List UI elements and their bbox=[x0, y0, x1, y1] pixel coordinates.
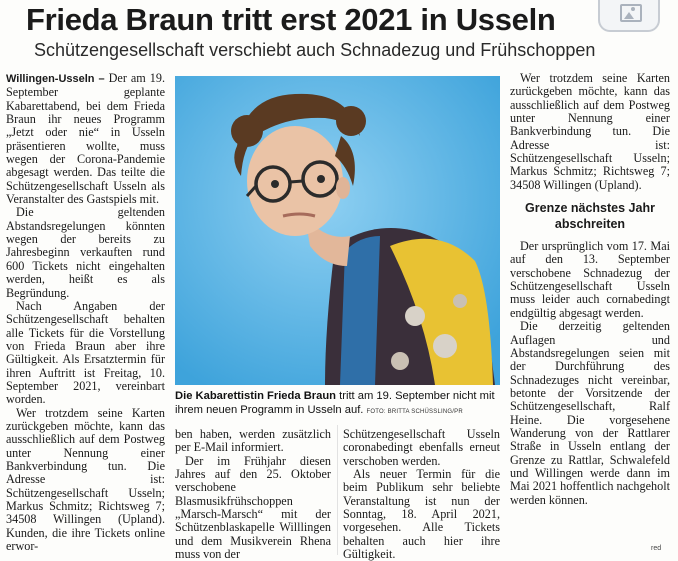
article-paragraph bbox=[6, 72, 165, 206]
article-paragraph: Als neuer Termin für die beim Publikum sehr beliebte Veranstaltung ist nun der Sonntag, 18. April 2021, vorgesehen. Alle Tickets behalten auch hier ihre Gültigkeit. bbox=[343, 467, 500, 561]
article-paragraph: Nach Angaben der Schützengesellschaft behalten alle Tickets für die Vorstellung von Frieda Braun aber ihre Gültigkeit. Als Ersatztermin für ihren Auftritt ist Freitag, 10. September 2021, vereinbart worden. bbox=[6, 298, 165, 407]
caption-text: tritt am 19. September nicht mit ihrem neuen Programm in Usseln auf. bbox=[175, 390, 495, 416]
photo-credit: FOTO: BRITTA SCHÜSSLING/PR bbox=[366, 409, 463, 415]
author-tag: red bbox=[651, 545, 662, 552]
section-heading: Grenze nächstes Jahr abschreiten bbox=[525, 201, 655, 232]
article-paragraph: Der ursprünglich vom 17. Mai auf den 13. September verschobene Schnadezug der Schützengesellschaft Usseln muss leider auch cornabedingt endgültig abgesagt werden. bbox=[510, 239, 670, 320]
article-paragraph: Wer trotzdem seine Karten zurückgeben möchte, kann das ausschließlich auf dem Postweg unter Nennung einer Bankverbindung tun. Die Adresse ist: Schützengesellschaft Usseln; Markus Schmitz; Richtsweg 7; 34508 Willingen (Upland). Kunden, die ihre Tickets online erwor- bbox=[6, 405, 165, 554]
article-paragraph: Der im Frühjahr diesen Jahres auf den 25. Oktober verschobene Blasmusikfrühschoppen „Marsch-Marsch“ mit der Schützenblaskapelle Willlingen und dem Musikverein Rhena muss von der bbox=[175, 453, 331, 561]
article-column-4 bbox=[510, 72, 670, 507]
article-paragraph: Schützengesellschaft Usseln coronabedingt ebenfalls erneut verschoben werden. bbox=[343, 427, 500, 468]
article-column-2 bbox=[175, 428, 331, 561]
article-subheadline: Schützengesellschaft verschiebt auch Schnadezug und Frühschoppen bbox=[34, 40, 596, 60]
article-paragraph: ben haben, werden zusätzlich per E-Mail informiert. bbox=[175, 427, 331, 455]
caption-lead: Die Kabarettistin Frieda Braun bbox=[175, 390, 337, 402]
article-paragraph: Die derzeitig geltenden Auflagen und Abstandsregelungen seien mit der Durchführung des Schnadezuges nicht vereinbar, betonte der Vorsitzende der Schützengesellschaft, Ralf Heine. Die vorgesehene Wanderung von der Rattlarer Straße in Usseln entlang der Grenze zu Rattlar, Schwalefeld und Willingen werde dann im Mai 2021 hoffentlich nachgeholt werden können. bbox=[510, 319, 670, 507]
article-headline: Frieda Braun tritt erst 2021 in Usseln bbox=[26, 2, 556, 37]
article-photo bbox=[175, 76, 500, 385]
image-icon-mountain bbox=[624, 12, 634, 19]
article-column-3 bbox=[343, 428, 500, 561]
article-paragraph: Die geltenden Abstandsregelungen könnten wegen der bereits zu Jahresbeginn verkauften rund 600 Tickets nicht eingehalten werden, heißt es als Begründung. bbox=[6, 205, 165, 300]
article-column-1 bbox=[6, 72, 165, 553]
dateline: Willingen-Usseln – bbox=[6, 73, 105, 85]
paragraph-text: Der am 19. September geplante Kabarettabend, bei dem Frieda Braun ihr neues Programm „Jetzt oder nie“ in Usseln präsentieren wollte, muss wegen der Corona-Pandemie abgesagt werden. Das teilte die Schützengesellschaft Usseln als Veranstalter des Gastspiels mit. bbox=[6, 71, 165, 207]
image-icon[interactable] bbox=[598, 0, 660, 32]
portrait-illustration bbox=[175, 76, 500, 385]
image-icon-sun bbox=[631, 7, 635, 11]
column-divider bbox=[337, 425, 338, 555]
photo-caption bbox=[175, 389, 501, 419]
article-paragraph: Wer trotzdem seine Karten zurückgeben möchte, kann das ausschließlich auf dem Postweg unter Nennung einer Bankverbindung tun. Die Adresse ist: Schützengesellschaft Usseln; Markus Schmitz; Richtsweg 7; 34508 Willingen (Upland). bbox=[510, 71, 670, 192]
